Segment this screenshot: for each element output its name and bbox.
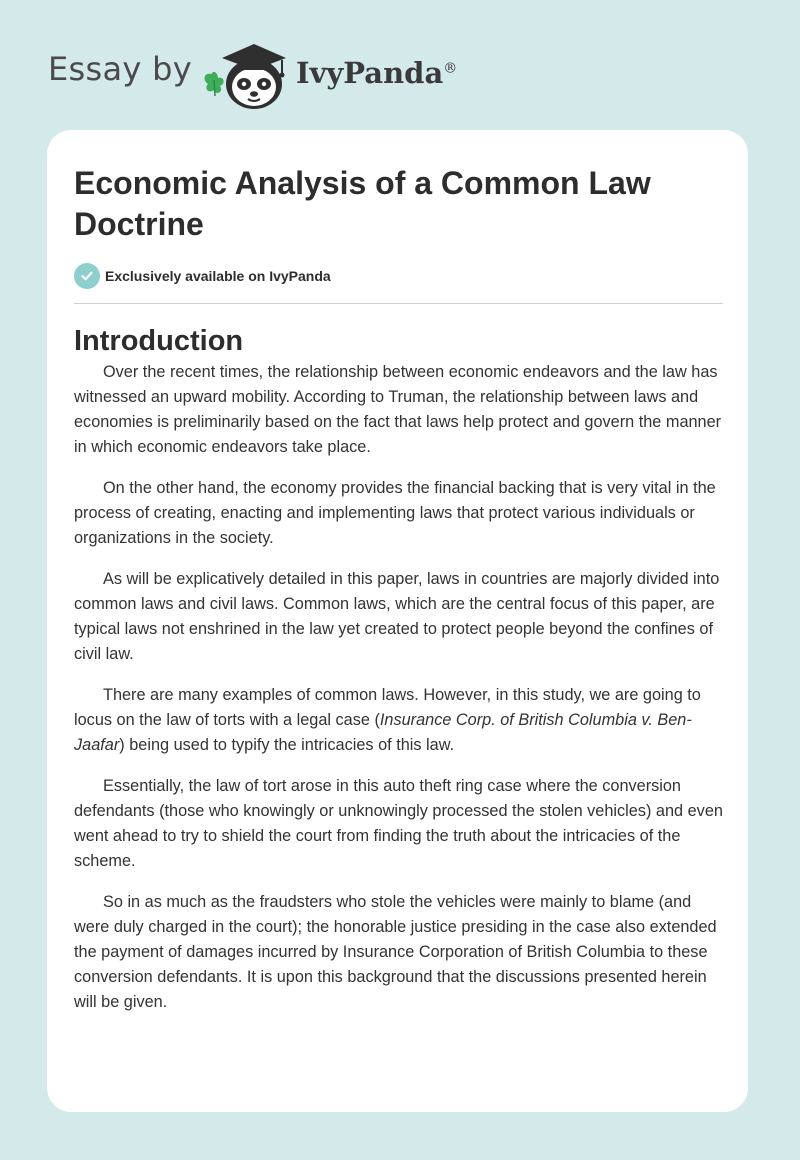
- ivypanda-logo[interactable]: [198, 32, 293, 112]
- brand-name[interactable]: [296, 56, 457, 90]
- article-card: [47, 130, 748, 1112]
- divider: [74, 303, 723, 304]
- ivy-leaf-icon: [205, 72, 224, 96]
- paragraph: [74, 683, 724, 758]
- paragraph: On the other hand, the economy provides the financial backing that is very vital in the process of creating, enacting and implementing laws that protect various individuals or organizations in the society.: [74, 479, 716, 547]
- paragraph-text: There are many examples of common laws. However, in this study, we are going to locus on the law of torts with a legal case (: [74, 686, 701, 729]
- paragraph: So in as much as the fraudsters who stole the vehicles were mainly to blame (and were duly charged in the court); the honorable justice presiding in the case also extended the payment of damages incurred by Insurance Corporation of British Columbia to these conversion defendants. It is upon this background that the discussions presented herein will be given.: [74, 893, 717, 1011]
- paragraph-text: ) being used to typify the intricacies of this law.: [119, 736, 455, 754]
- page-title: Economic Analysis of a Common Law Doctrine: [74, 165, 651, 242]
- paragraph: Essentially, the law of tort arose in this auto theft ring case where the conversion defendants (those who knowingly or unknowingly processed the stolen vehicles) and even went ahead to try to shield the court from finding the truth about the intricacies of the scheme.: [74, 777, 723, 870]
- check-circle-icon: [74, 263, 100, 289]
- exclusive-badge: [74, 263, 331, 289]
- site-header: [0, 0, 800, 130]
- section-title: Introduction: [74, 325, 244, 357]
- paragraph: As will be explicatively detailed in this paper, laws in countries are majorly divided into common laws and civil laws. Common laws, which are the central focus of this paper, are typical laws not enshrined in the law yet created to protect people beyond the confines of civil law.: [74, 570, 720, 663]
- exclusive-badge-label: Exclusively available on IvyPanda: [105, 268, 331, 284]
- registered-mark: ®: [443, 60, 458, 77]
- paragraph: Over the recent times, the relationship between economic endeavors and the law has witnessed an upward mobility. According to Truman, the relationship between laws and economies is preliminarily based on the fact that laws help protect and govern the manner in which economic endeavors take place.: [74, 363, 722, 456]
- panda-graduate-logo-icon: [198, 32, 293, 112]
- article-body: [74, 360, 724, 1031]
- essay-by-label: Essay by: [48, 50, 192, 88]
- brand-text: IvyPanda: [296, 56, 444, 90]
- case-name: Insurance Corp. of British Columbia v. Ben-Jaafar: [74, 711, 692, 754]
